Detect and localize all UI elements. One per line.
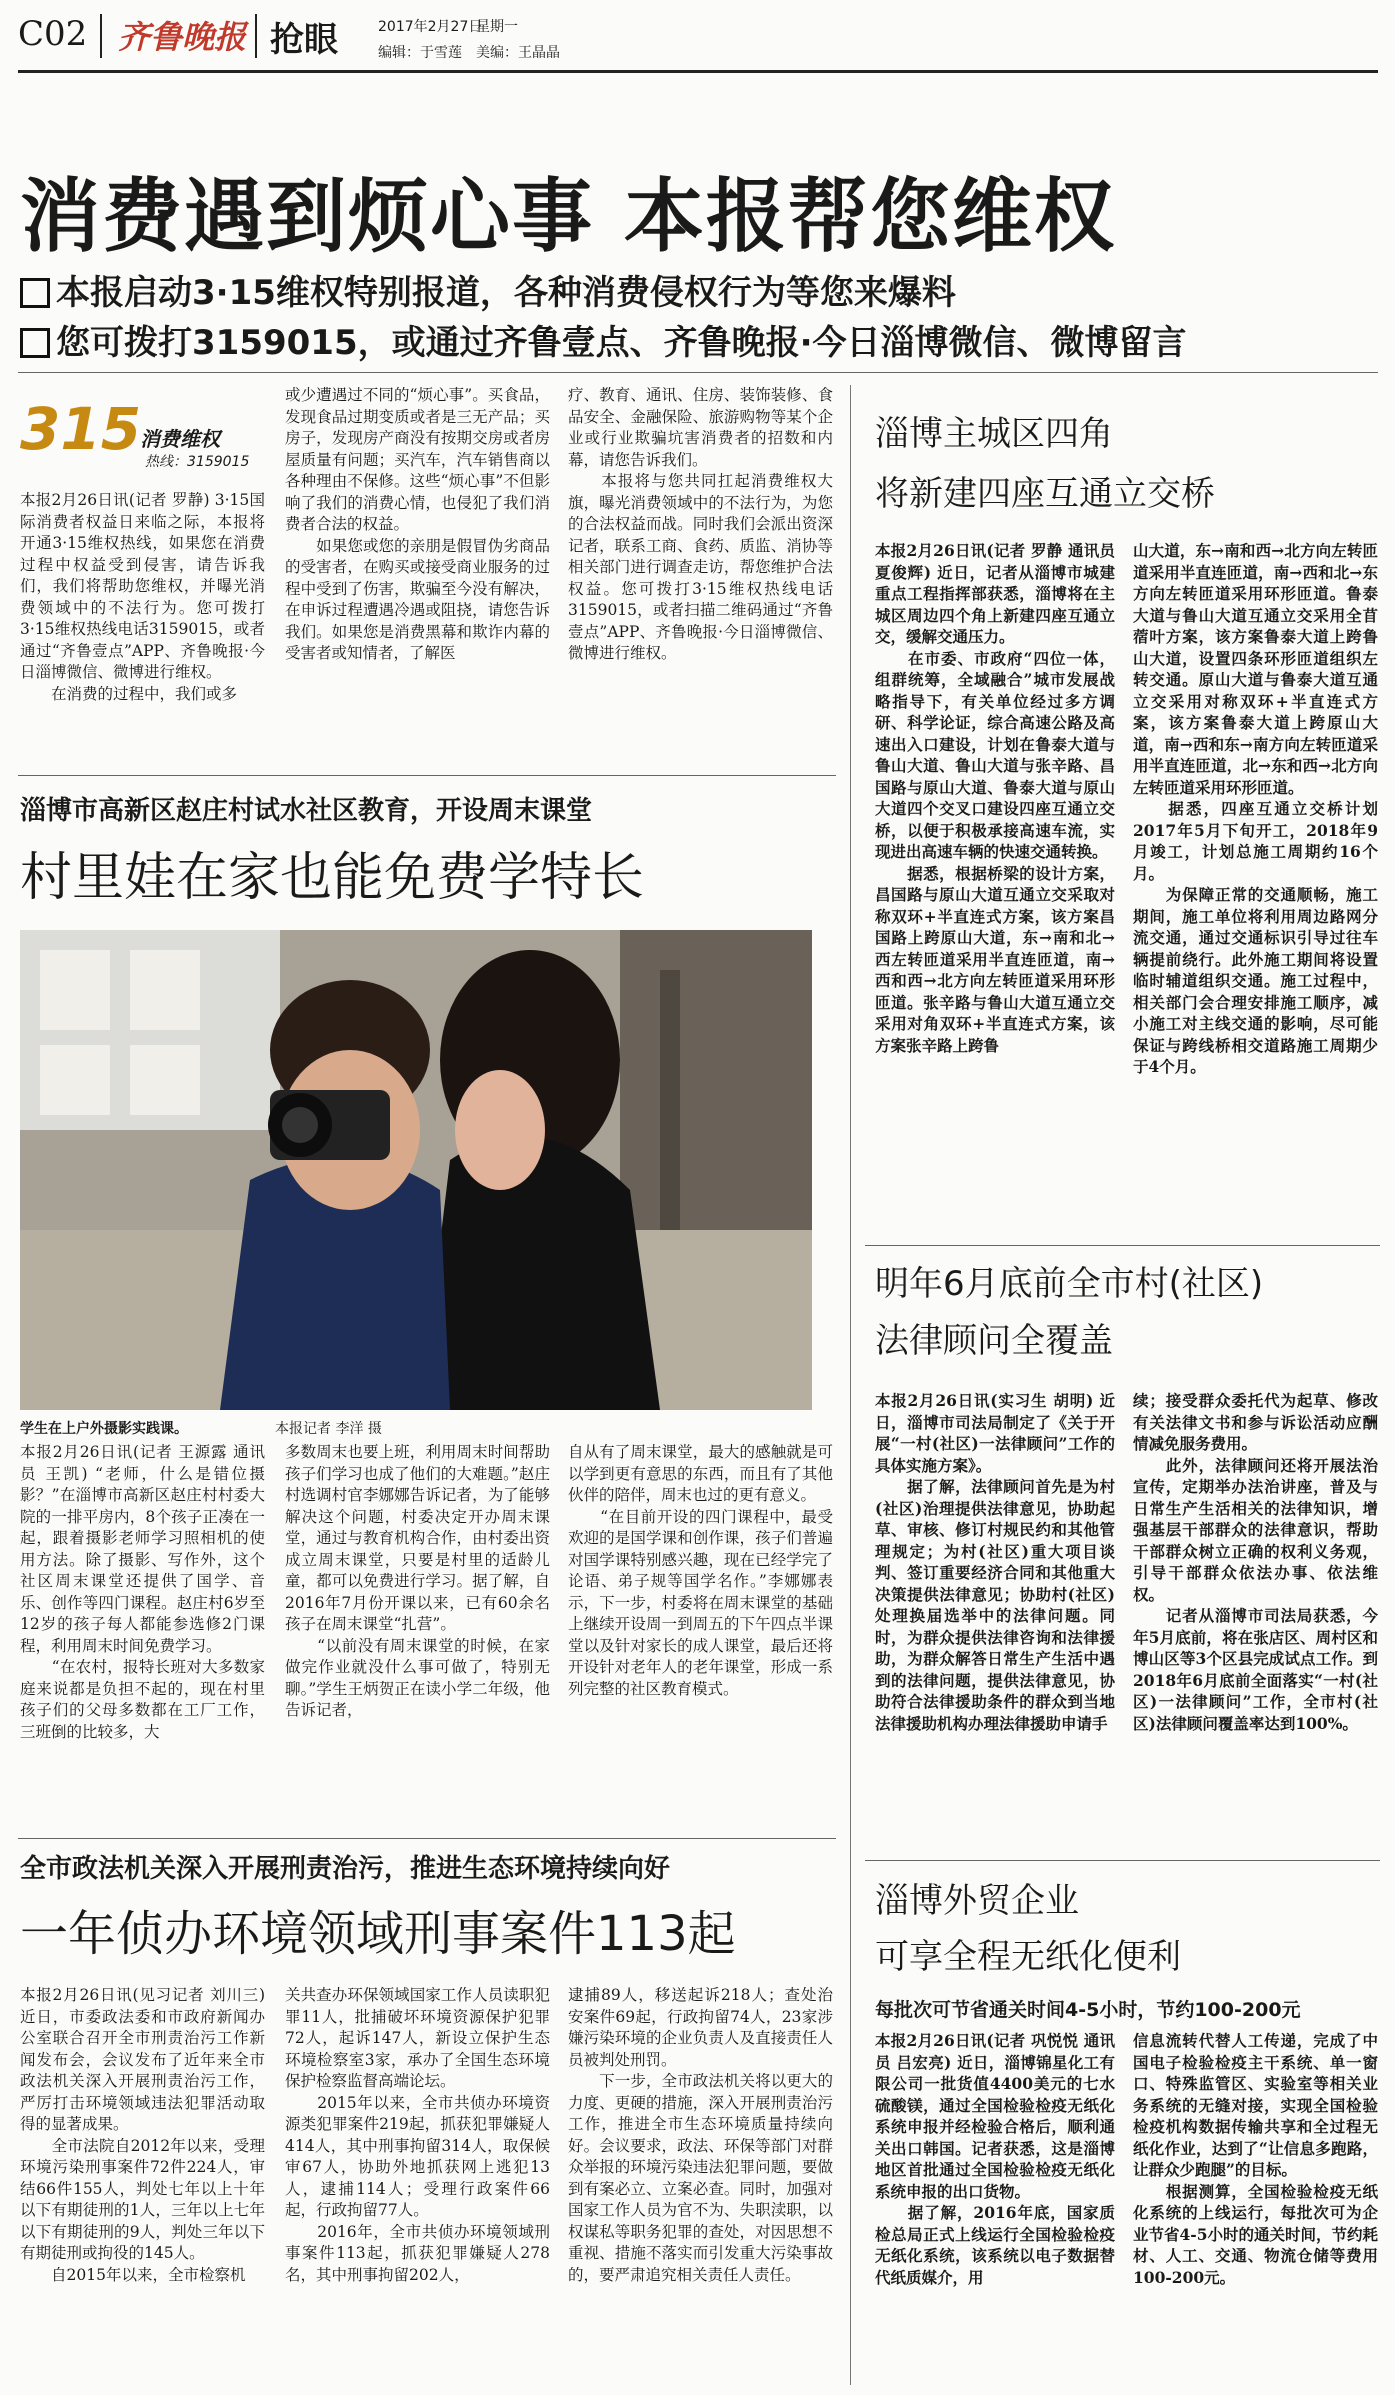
editor-credit: 编辑：于雪莲	[378, 45, 462, 61]
masthead-divider	[100, 14, 102, 58]
logo-315: 315	[20, 395, 142, 463]
interchange-column-2: 山大道，东→南和西→北方向左转匝道采用半直连匝道，南→西和北→东方向左转匝道采用环形匝道。鲁泰大道与鲁山大道互通立交采用全苜蓿叶方案，该方案鲁泰大道上跨鲁山大道，设置四条环形匝道组织左转交通。原山大道与鲁泰大道互通立交采用对称双环+半直连式方案，该方案鲁泰大道上跨原山大道，南→西和东→南方向左转匝道采用半直连匝道，北→东和西→北方向左转匝道采用环形匝道。 据悉，四座互通立交桥计划2017年5月下旬开工，2018年9月竣工，计划总施工周期约16个月。 为保障正常的交通顺畅，施工期间，施工单位将利用周边路网分流交通，通过交通标识引导过往车辆提前绕行。此外施工期间将设置临时辅道组织交通。施工过程中，相关部门会合理安排施工顺序，减小施工对主线交通的影响，尽可能保证与跨线桥相交道路施工周期少于4个月。	[1133, 541, 1378, 1076]
column-divider	[850, 385, 851, 2385]
legal-title-2: 法律顾问全覆盖	[875, 1321, 1113, 1361]
story-rule	[865, 1245, 1380, 1246]
trade-column-1: 本报2月26日讯(记者 巩悦悦 通讯员 吕宏亮) 近日，淄博锦星化工有限公司一批货值4400美元的七水硫酸镁，通过全国检验检疫无纸化系统申报并经检验合格后，顺利通关出口韩国。记者获悉，这是淄博地区首批通过全国检验检疫无纸化系统申报的出口货物。 据了解，2016年底，国家质检总局正式上线运行全国检验检疫无纸化系统，该系统以电子数据替代纸质媒介，用	[875, 2031, 1115, 2287]
masthead-rule	[18, 70, 1378, 73]
story-rule	[865, 1860, 1380, 1861]
env-kicker: 全市政法机关深入开展刑责治污，推进生态环境持续向好	[20, 1854, 671, 1884]
village-headline: 村里娃在家也能免费学特长	[20, 848, 645, 908]
env-column-3: 逮捕89人，移送起诉218人；查处治安案件69起，行政拘留74人，23家涉嫌污染环境的企业负责人及直接责任人员被判处刑罚。 下一步，全市政法机关将以更大的力度、更硬的措施，深入开展刑责治污工作，推进全市生态环境质量持续向好。会议要求，政法、环保等部门对群众举报的环境污染违法犯罪问题，要做到有案必立、立案必查。同时，加强对国家工作人员为官不为、失职渎职，以权谋私等职务犯罪的查处，对因思想不重视、措施不落实而引发重大污染事故的，要严肃追究相关责任人责任。	[568, 1986, 833, 2284]
lead-column-2: 或少遭遇过不同的“烦心事”。买食品，发现食品过期变质或者是三无产品；买房子，发现房产商没有按期交房或者房屋质量有问题；买汽车，汽车销售商以各种理由不保修。这些“烦心事”不但影响了我们的消费心情，也侵犯了我们消费者合法的权益。 如果您或您的亲朋是假冒伪劣商品的受害者，在购买或接受商业服务的过程中受到了伤害，欺骗至今没有解决，在申诉过程遭遇冷遇或阻挠，请您告诉我们。如果您是消费黑幕和欺诈内幕的受害者或知情者，了解医	[285, 386, 550, 662]
consumer-rights-logo	[20, 395, 290, 475]
designer-credit: 美编：王晶晶	[476, 45, 560, 61]
lead-column-3: 疗、教育、通讯、住房、装饰装修、食品安全、金融保险、旅游购物等某个企业或行业欺骗坑害消费者的招数和内幕，请您告诉我们。 本报将与您共同扛起消费维权大旗，曝光消费领域中的不法行为，为您的合法权益而战。同时我们会派出资深记者，联系工商、食药、质监、消协等相关部门进行调查走访，帮您维护合法权益。您可拨打3·15维权热线电话3159015，或者扫描二维码通过“齐鲁壹点”APP、齐鲁晚报·今日淄博微信、微博进行维权。	[568, 386, 833, 662]
trade-title-1: 淄博外贸企业	[875, 1881, 1079, 1921]
story-rule	[18, 775, 836, 776]
env-column-2: 关共查办环保领域国家工作人员读职犯罪11人，批捕破坏环境资源保护犯罪72人，起诉147人，新设立保护生态环境检察室3家，承办了全国生态环境保护检察监督高端论坛。 2015年以来，全市共侦办环境资源类犯罪案件219起，抓获犯罪嫌疑人414人，其中刑事拘留314人，取保候审67人，协助外地抓获网上逃犯13人，逮捕114人；受理行政案件66起，行政拘留77人。 2016年，全市共侦办环境领域刑事案件113起，抓获犯罪嫌疑人278名，其中刑事拘留202人，	[285, 1986, 550, 2284]
trade-column-2: 信息流转代替人工传递，完成了中国电子检验检疫主干系统、单一窗口、特殊监管区、实验室等相关业务系统的无缝对接，实现全国检验检疫机构数据传输共享和全过程无纸化作业，达到了“让信息多跑路，让群众少跑腿”的目标。 根据测算，全国检验检疫无纸化系统的上线运行，每批次可为企业节省4-5小时的通关时间，节约耗材、人工、交通、物流仓储等费用100-200元。	[1133, 2031, 1378, 2287]
section-title: 抢眼	[270, 20, 338, 60]
photo-illustration	[20, 930, 812, 1410]
village-column-1: 本报2月26日讯(记者 王源露 通讯员 王凯) “老师，什么是错位摄影？”在淄博市高新区赵庄村村委大院的一排平房内，8个孩子正凑在一起，跟着摄影老师学习照相机的使用方法。除了摄影、写作外，这个社区周末课堂还提供了国学、音乐、创作等四门课程。赵庄村6岁至12岁的孩子每人都能参选修2门课程，利用周末时间免费学习。 “在农村，报特长班对大多数家庭来说都是负担不起的，现在村里孩子们的父母多数都在工厂工作，三班倒的比较多，大	[20, 1443, 265, 1741]
issue-date: 2017年2月27日	[378, 19, 483, 35]
story-rule	[18, 1838, 836, 1839]
photo-students-camera	[20, 930, 812, 1410]
village-column-3: 自从有了周末课堂，最大的感触就是可以学到更有意思的东西，而且有了其他伙伴的陪伴，周末也过的更有意义。 “在目前开设的四门课程中，最受欢迎的是国学课和创作课，孩子们普遍对国学课特别感兴趣，现在已经学完了论语、弟子规等国学名作。”李娜娜表示，下一步，村委将在周末课堂的基础上继续开设周一到周五的下午四点半课堂以及针对家长的成人课堂，最后还将开设针对老年人的老年课堂，形成一系列完整的社区教育模式。	[568, 1443, 833, 1698]
lead-subhead-1: 本报启动3·15维权特别报道，各种消费侵权行为等您来爆料	[20, 265, 956, 314]
lead-rule	[18, 372, 1378, 373]
checkbox-icon	[20, 328, 50, 358]
lead-column-1: 本报2月26日讯(记者 罗静) 3·15国际消费者权益日来临之际，本报将开通3·15维权热线，如果您在消费过程中权益受到侵害，请告诉我们，我们将帮助您维权，并曝光消费领域中的不法行为。您可拨打3·15维权热线电话3159015，或者通过“齐鲁壹点”APP、齐鲁晚报·今日淄博微信、微博进行维权。 在消费的过程中，我们或多	[20, 491, 265, 703]
photo-caption: 学生在上户外摄影实践课。	[20, 1421, 188, 1437]
checkbox-icon	[20, 278, 50, 308]
env-column-1: 本报2月26日讯(见习记者 刘川三) 近日，市委政法委和市政府新闻办公室联合召开全市刑责治污工作新闻发布会，会议发布了近年来全市政法机关深入开展刑责治污工作，严厉打击环境领域违法犯罪活动取得的显著成果。 全市法院自2012年以来，受理环境污染刑事案件72件224人，审结66件155人，判处七年以上十年以下有期徒刑的1人，三年以上七年以下有期徒刑的9人，判处三年以下有期徒刑或拘役的145人。 自2015年以来，全市检察机	[20, 1986, 265, 2284]
photo-credit: 本报记者 李洋 摄	[275, 1421, 382, 1437]
trade-title-2: 可享全程无纸化便利	[875, 1937, 1181, 1977]
legal-title-1: 明年6月底前全市村(社区)	[875, 1264, 1264, 1304]
env-headline: 一年侦办环境领域刑事案件113起	[20, 1906, 736, 1962]
newspaper-logo: 齐鲁晚报	[118, 18, 247, 56]
legal-column-2: 续；接受群众委托代为起草、修改有关法律文书和参与诉讼活动应酬情减免服务费用。 此外，法律顾问还将开展法治宣传，定期举办法治讲座，普及与日常生产生活相关的法律知识，增强基层干部群众的法律意识，帮助干部群众树立正确的权利义务观，引导干部群众依法办事、依法维权。 记者从淄博市司法局获悉，今年5月底前，将在张店区、周村区和博山区等3个区县完成试点工作。到2018年6月底前全面落实“一村(社区)一法律顾问”工作，全市村(社区)法律顾问覆盖率达到100%。	[1133, 1391, 1378, 1733]
village-kicker: 淄博市高新区赵庄村试水社区教育，开设周末课堂	[20, 796, 593, 826]
legal-column-1: 本报2月26日讯(实习生 胡明) 近日，淄博市司法局制定了《关于开展“一村(社区)一法律顾问”工作的具体实施方案》。 据了解，法律顾问首先是为村(社区)治理提供法律意见，协助起草、审核、修订村规民约和其他管理规定；为村(社区)重大项目谈判、签订重要经济合同和其他重大决策提供法律意见；协助村(社区)处理换届选举中的法律问题。同时，为群众提供法律咨询和法律援助，为群众解答日常生产生活中遇到的法律问题，提供法律意见，协助符合法律援助条件的群众到当地法律援助机构办理法律援助申请手	[875, 1391, 1115, 1733]
interchange-title-2: 将新建四座互通立交桥	[875, 474, 1215, 514]
lead-subhead-2: 您可拨打3159015，或通过齐鲁壹点、齐鲁晚报·今日淄博微信、微博留言	[20, 315, 1187, 364]
logo-hotline: 热线：3159015	[145, 454, 250, 470]
masthead-divider	[255, 14, 257, 58]
interchange-column-1: 本报2月26日讯(记者 罗静 通讯员 夏俊辉) 近日，记者从淄博市城建重点工程指挥部获悉，淄博将在主城区周边四个角上新建四座互通立交，缓解交通压力。 在市委、市政府“四位一体，组群统筹，全域融合”城市发展战略指导下，有关单位经过多方调研、科学论证，综合高速公路及高速出入口建设，计划在鲁泰大道与鲁山大道、鲁山大道与张辛路、昌国路与原山大道、鲁泰大道与原山大道四个交叉口建设四座互通立交桥，以便于积极承接高速车流，实现进出高速车辆的快速交通转换。 据悉，根据桥梁的设计方案，昌国路与原山大道互通立交采取对称双环+半直连式方案，该方案昌国路上跨原山大道，东→南和北→西左转匝道采用半直连匝道，南→西和西→北方向左转匝道采用环形匝道。张辛路与鲁山大道互通立交采用对角双环+半直连式方案，该方案张辛路上跨鲁	[875, 541, 1115, 1055]
issue-weekday: 星期一	[476, 19, 518, 35]
village-column-2: 多数周末也要上班，利用周末时间帮助孩子们学习也成了他们的大难题。”赵庄村选调村官李娜娜告诉记者，为了能够解决这个问题，村委决定开办周末课堂，通过与教育机构合作，由村委出资成立周末课堂，只要是村里的适龄儿童，都可以免费进行学习。据了解，自2016年7月份开课以来，已有60余名孩子在周末课堂“扎营”。 “以前没有周末课堂的时候，在家做完作业就没什么事可做了，特别无聊。”学生王炳贺正在读小学二年级，他告诉记者，	[285, 1443, 550, 1719]
trade-subhead: 每批次可节省通关时间4-5小时，节约100-200元	[875, 1999, 1301, 2021]
logo-text: 消费维权	[140, 427, 220, 451]
page-number: C02	[18, 14, 88, 54]
main-headline: 消费遇到烦心事 本报帮您维权	[20, 170, 1116, 263]
interchange-title-1: 淄博主城区四角	[875, 414, 1113, 454]
